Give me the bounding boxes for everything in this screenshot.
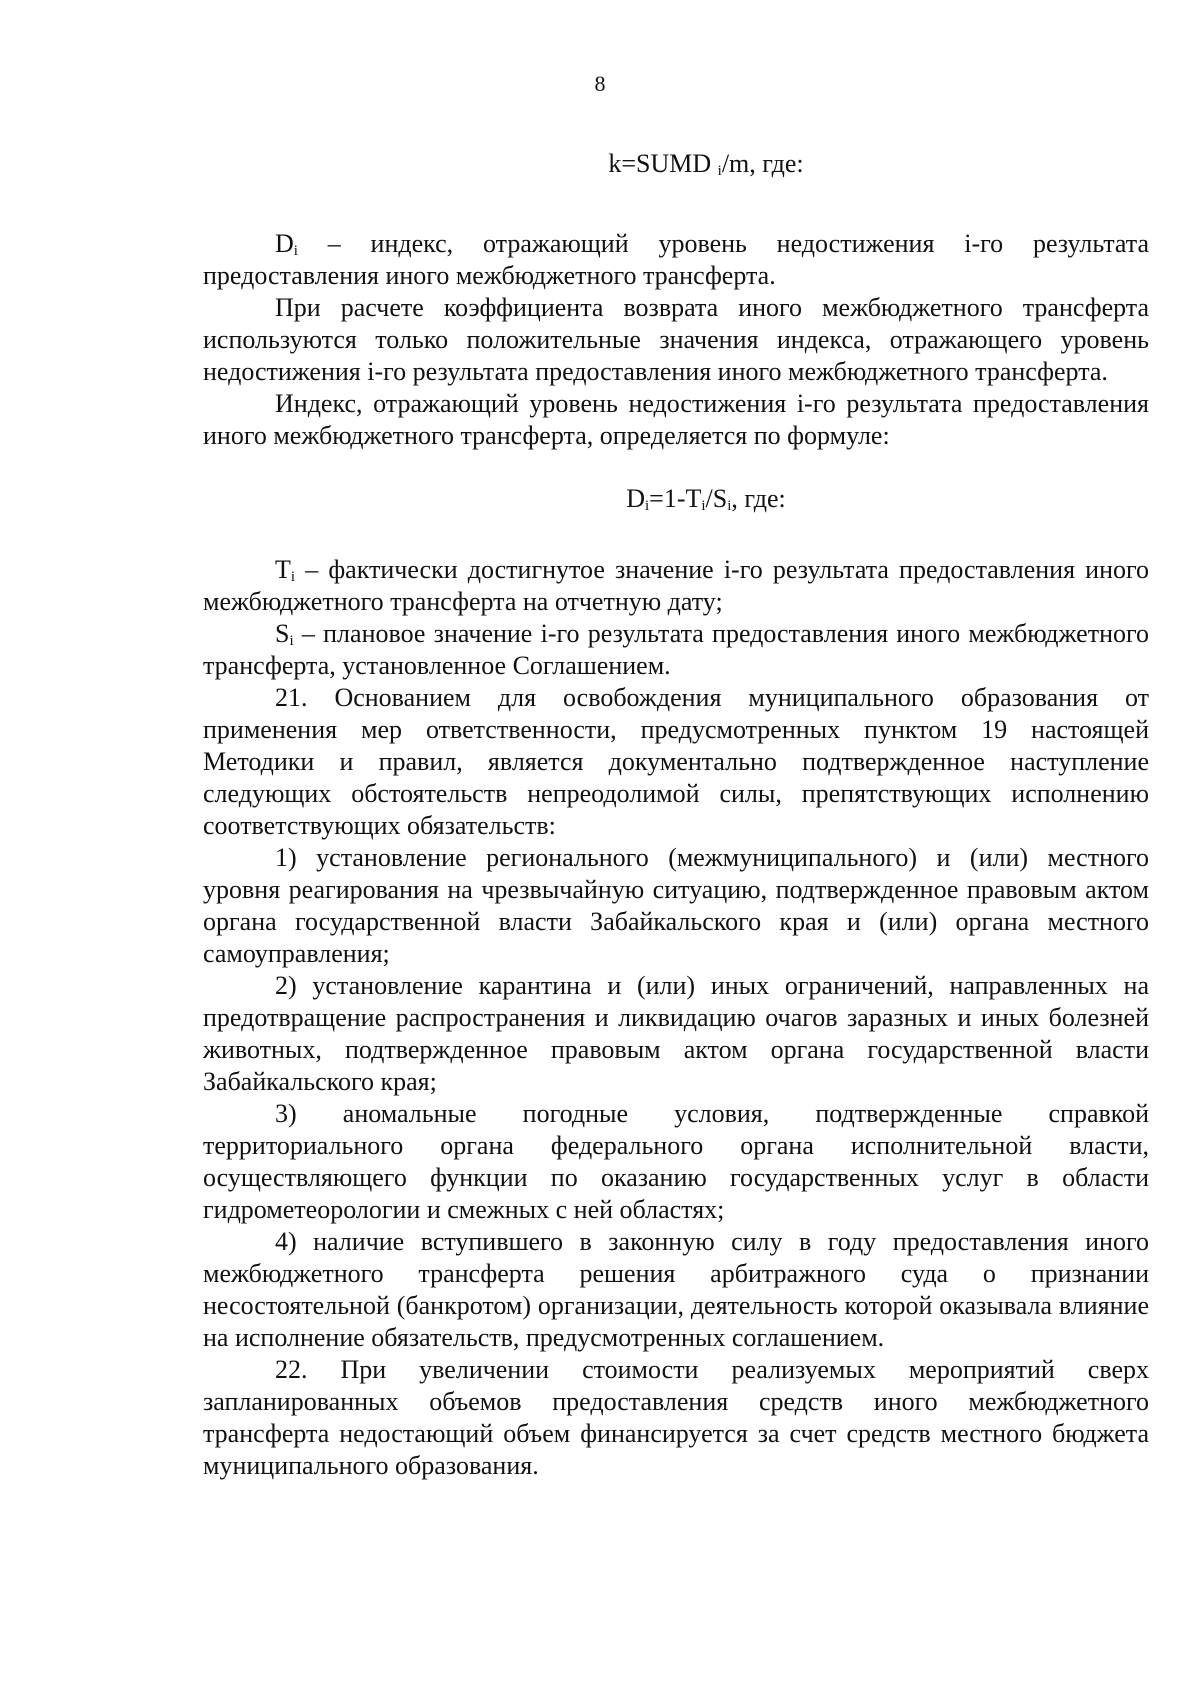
formula-k-subscript: i — [717, 163, 722, 179]
definition-t-text: – фактически достигнутое значение i-го результата предоставления иного межбюджетного трансферта на отчетную дату; — [203, 555, 1149, 616]
definition-d — [203, 228, 1149, 292]
formula-d-part: /S — [705, 484, 728, 513]
symbol-s-subscript: i — [289, 633, 294, 649]
formula-k-part: k=SUMD — [608, 149, 718, 178]
definition-t — [203, 554, 1149, 618]
formula-d-part: , где: — [731, 484, 786, 513]
page-number: 8 — [594, 71, 606, 96]
list-item-3: 3) аномальные погодные условия, подтвержденные справкой территориального органа федерального органа исполнительной власти, осуществляющего функции по оказанию государственных услуг в области гидрометеорологии и смежных с ней областях; — [203, 1099, 1149, 1224]
paragraph-22: 22. При увеличении стоимости реализуемых мероприятий сверх запланированных объемов предоставления средств иного межбюджетного трансферта недостающий объем финансируется за счет средств местного бюджета муниципального образования. — [203, 1355, 1149, 1480]
symbol-t: T — [275, 555, 291, 584]
list-item-1: 1) установление регионального (межмуниципального) и (или) местного уровня реагирования на чрезвычайную ситуацию, подтвержденное правовым актом органа государственной власти Забайкальского края и (или) органа местного самоуправления; — [203, 843, 1149, 968]
definition-s — [203, 618, 1149, 682]
symbol-d-subscript: i — [293, 243, 298, 259]
list-item-2: 2) установление карантина и (или) иных ограничений, направленных на предотвращение распространения и ликвидацию очагов заразных и иных болезней животных, подтвержденное правовым актом органа государственной власти Забайкальского края; — [203, 971, 1149, 1096]
formula-d — [203, 483, 1149, 515]
document-body — [203, 148, 1149, 1482]
formula-d-subscript: i — [701, 498, 706, 514]
paragraph: При расчете коэффициента возврата иного межбюджетного трансферта используются только положительные значения индекса, отражающего уровень недостижения i-го результата предоставления иного межбюджетного трансферта. — [203, 293, 1149, 386]
formula-k — [203, 148, 1149, 180]
symbol-d: D — [275, 229, 294, 258]
paragraph: Индекс, отражающий уровень недостижения i-го результата предоставления иного межбюджетного трансферта, определяется по формуле: — [203, 389, 1149, 450]
symbol-t-subscript: i — [290, 569, 296, 585]
formula-d-subscript: i — [727, 498, 732, 514]
paragraph-21: 21. Основанием для освобождения муниципального образования от применения мер ответственности, предусмотренных пунктом 19 настоящей Методики и правил, является документально подтвержденное наступление следующих обстоятельств непреодолимой силы, препятствующих исполнению соответствующих обязательств: — [203, 683, 1149, 840]
definition-s-text: – плановое значение i-го результата предоставления иного межбюджетного трансферта, установленное Соглашением. — [203, 619, 1149, 680]
formula-d-part: =1-T — [649, 484, 702, 513]
symbol-s: S — [275, 619, 290, 648]
formula-d-part: D — [626, 484, 645, 513]
formula-k-part: /m, где: — [721, 149, 804, 178]
definition-d-text: – индекс, отражающий уровень недостижения i-го результата предоставления иного межбюджетного трансферта. — [203, 229, 1149, 290]
list-item-4: 4) наличие вступившего в законную силу в году предоставления иного межбюджетного трансферта решения арбитражного суда о признании несостоятельной (банкротом) организации, деятельность которой оказывала влияние на исполнение обязательств, предусмотренных соглашением. — [203, 1227, 1149, 1352]
formula-d-subscript: i — [645, 498, 650, 514]
